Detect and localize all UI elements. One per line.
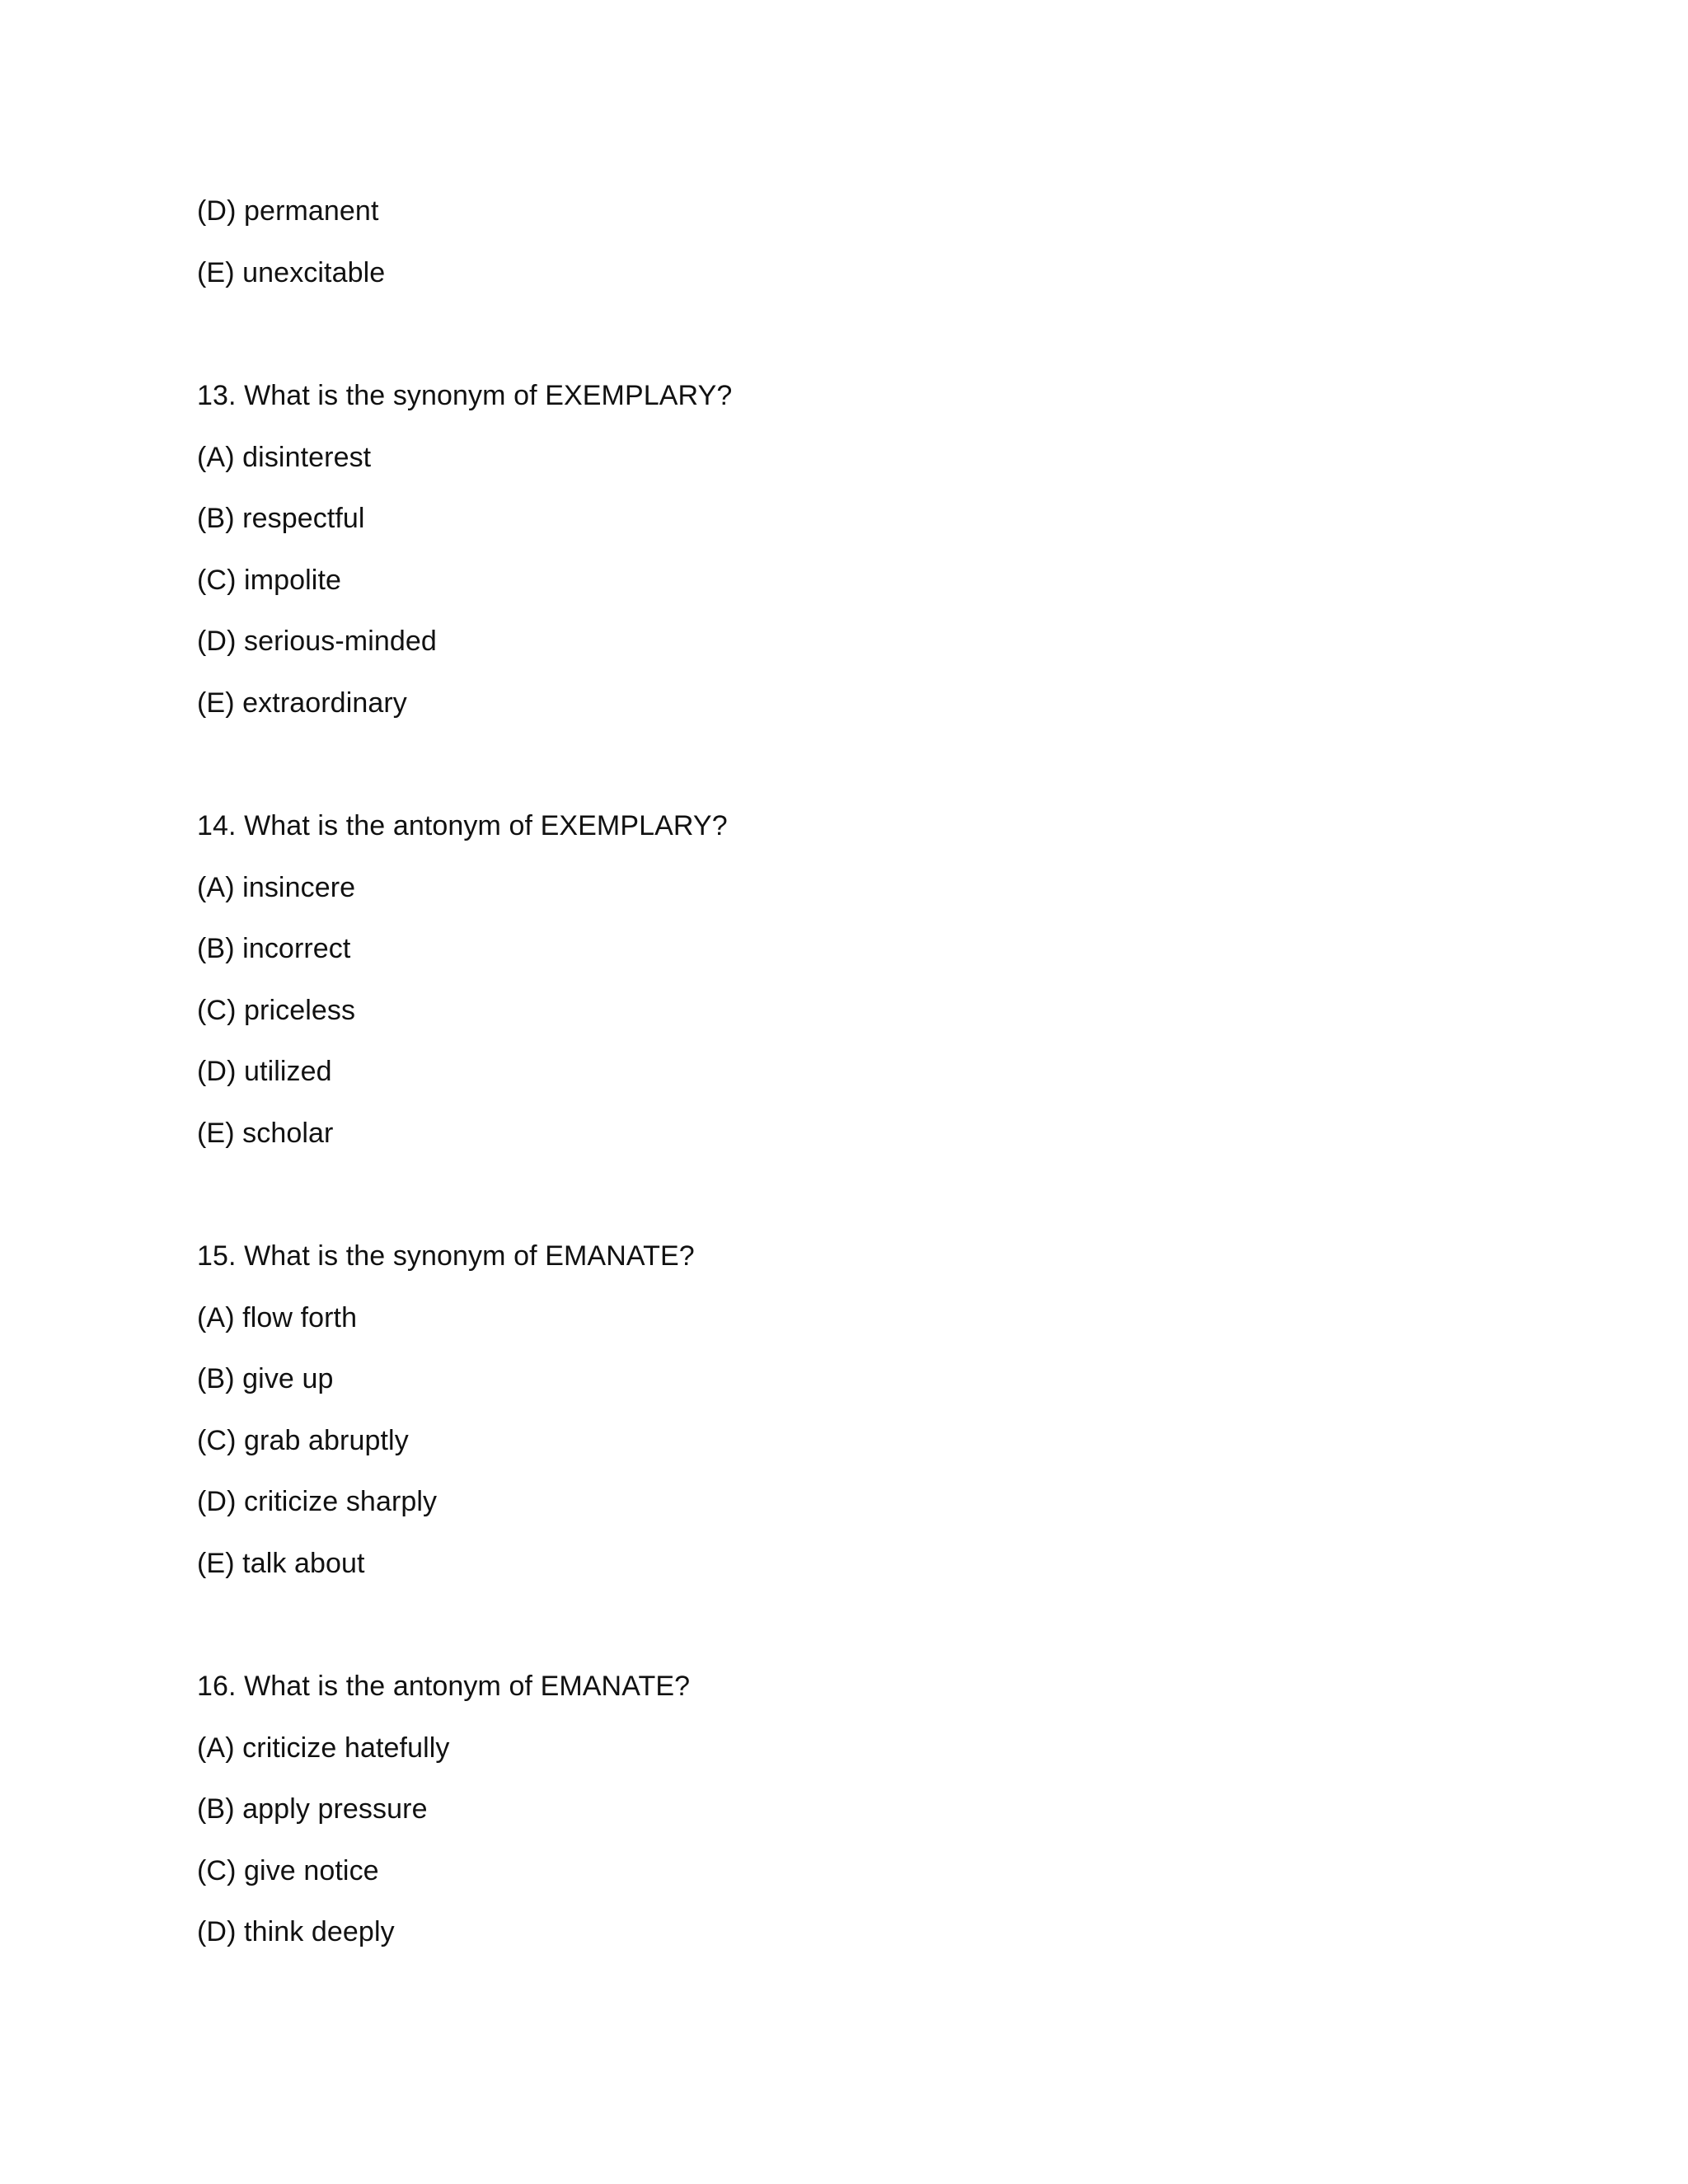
option-item: (C) grab abruptly bbox=[197, 1424, 409, 1456]
option-item: (E) unexcitable bbox=[197, 256, 386, 288]
option-item: (E) extraordinary bbox=[197, 687, 407, 719]
option-item: (C) impolite bbox=[197, 564, 342, 596]
question-gap bbox=[197, 748, 1516, 809]
option-item: (A) criticize hatefully bbox=[197, 1732, 450, 1764]
option-item: (D) serious-minded bbox=[197, 626, 437, 657]
option-item: (D) permanent bbox=[197, 195, 379, 227]
question-15-prompt: 15. What is the synonym of EMANATE? bbox=[197, 1240, 695, 1272]
option-item: (B) apply pressure bbox=[197, 1793, 428, 1825]
question-16-prompt: 16. What is the antonym of EMANATE? bbox=[197, 1671, 691, 1702]
option-item: (C) give notice bbox=[197, 1854, 379, 1886]
option-item: (B) incorrect bbox=[197, 933, 351, 964]
option-item: (E) scholar bbox=[197, 1117, 334, 1149]
option-item: (E) talk about bbox=[197, 1547, 365, 1579]
option-item: (D) criticize sharply bbox=[197, 1486, 438, 1517]
option-item: (A) disinterest bbox=[197, 441, 372, 473]
option-item: (B) give up bbox=[197, 1363, 334, 1394]
question-gap bbox=[197, 1178, 1516, 1240]
question-gap bbox=[197, 1608, 1516, 1670]
question-13-prompt: 13. What is the synonym of EXEMPLARY? bbox=[197, 380, 733, 411]
option-item: (A) flow forth bbox=[197, 1301, 358, 1333]
option-item: (B) respectful bbox=[197, 503, 365, 534]
question-14-prompt: 14. What is the antonym of EXEMPLARY? bbox=[197, 810, 728, 841]
page-content bbox=[197, 194, 1516, 1977]
option-item: (D) think deeply bbox=[197, 1916, 395, 1947]
option-item: (A) insincere bbox=[197, 871, 356, 903]
option-item: (C) priceless bbox=[197, 994, 356, 1026]
question-gap bbox=[197, 317, 1516, 379]
option-item: (D) utilized bbox=[197, 1056, 332, 1087]
